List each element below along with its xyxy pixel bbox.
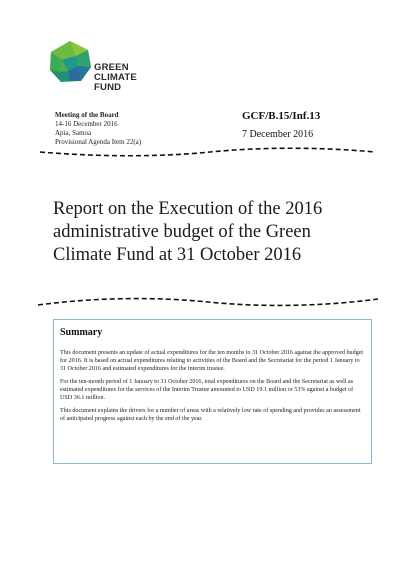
meeting-heading: Meeting of the Board <box>55 111 119 119</box>
top-wave-divider <box>40 146 375 158</box>
gcf-globe-icon <box>48 40 92 84</box>
title-line-2: administrative budget of the Green <box>53 222 311 242</box>
logo-line-1: GREEN <box>94 62 129 73</box>
title-line-3: Climate Fund at 31 October 2016 <box>53 245 302 265</box>
summary-paragraph-2: For the ten-month period of 1 January to 31 October 2016, total expenditures on the Board and the Secretariat as well as estimated expenditures for the services of the Interim Trustee amounted to USD 19.1 million or 53% against a budget of USD 36.1 million. <box>60 379 354 401</box>
logo-wordmark <box>94 63 137 93</box>
title-line-1: Report on the Execution of the 2016 <box>53 199 323 219</box>
document-reference: GCF/B.15/Inf.13 <box>242 110 321 122</box>
logo-line-3: FUND <box>94 82 122 93</box>
document-date: 7 December 2016 <box>242 129 314 140</box>
summary-box <box>53 319 372 464</box>
agenda-item: Provisional Agenda Item 22(a) <box>55 138 142 146</box>
summary-paragraph-3: This document explains the drivers for a number of areas with a relatively low rate of spending and provides an assessment of anticipated progress against each by the end of the year. <box>60 408 361 422</box>
gcf-logo <box>48 40 168 100</box>
bottom-wave-divider <box>38 295 378 309</box>
meeting-place: Apia, Samoa <box>55 129 92 137</box>
meeting-info <box>55 111 141 147</box>
summary-heading: Summary <box>60 327 103 338</box>
logo-line-2: CLIMATE <box>94 72 137 83</box>
summary-paragraph-1: This document presents an update of actual expenditures for the ten months to 31 October 2016 against the approved budget for 2016. It is based on actual expenditures relating to activities of the Board and the Secretariat for the period 1 January to 31 October 2016 and estimated expenditures for the interim trustee. <box>60 350 364 372</box>
report-title <box>53 198 373 267</box>
meeting-dates: 14-16 December 2016 <box>55 120 118 128</box>
